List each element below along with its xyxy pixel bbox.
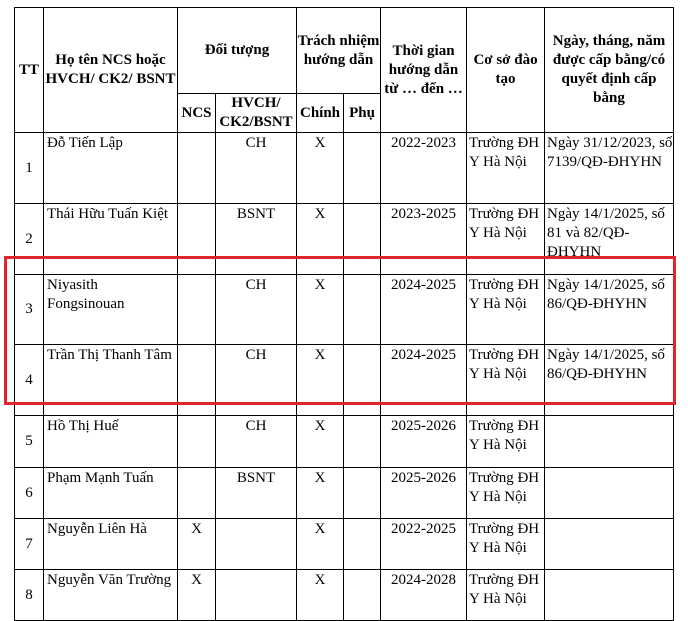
row-chinh: X	[297, 275, 344, 345]
row-date	[545, 416, 674, 468]
row-school: Trường ĐH Y Hà Nội	[467, 133, 545, 204]
row-ncs	[178, 468, 216, 519]
row-date	[545, 570, 674, 621]
row-date: Ngày 14/1/2025, số 81 và 82/QĐ-ĐHYHN	[545, 204, 674, 275]
row-name: Nguyễn Liên Hà	[44, 519, 178, 570]
row-chinh: X	[297, 468, 344, 519]
row-hvch: CH	[216, 133, 297, 204]
row-phu	[344, 519, 381, 570]
header-doi-tuong: Đối tượng	[178, 8, 297, 94]
table-row	[15, 519, 674, 570]
row-school: Trường ĐH Y Hà Nội	[467, 345, 545, 416]
table-row	[15, 570, 674, 621]
row-date: Ngày 14/1/2025, số 86/QĐ-ĐHYHN	[545, 275, 674, 345]
row-phu	[344, 570, 381, 621]
header-name: Họ tên NCS hoặc HVCH/ CK2/ BSNT	[44, 8, 178, 133]
row-ncs: X	[178, 570, 216, 621]
header-trach-nhiem: Trách nhiệm hướng dẫn	[297, 8, 381, 94]
row-tt: 5	[15, 416, 44, 468]
row-phu	[344, 468, 381, 519]
row-phu	[344, 133, 381, 204]
row-name: Trần Thị Thanh Tâm	[44, 345, 178, 416]
row-time: 2024-2025	[381, 275, 467, 345]
table-row	[15, 275, 674, 345]
row-name: Phạm Mạnh Tuấn	[44, 468, 178, 519]
row-hvch: BSNT	[216, 204, 297, 275]
row-school: Trường ĐH Y Hà Nội	[467, 519, 545, 570]
row-ncs	[178, 416, 216, 468]
row-tt: 4	[15, 345, 44, 416]
row-phu	[344, 345, 381, 416]
row-hvch: CH	[216, 416, 297, 468]
row-chinh: X	[297, 204, 344, 275]
row-name: Niyasith Fongsinouan	[44, 275, 178, 345]
row-phu	[344, 204, 381, 275]
row-school: Trường ĐH Y Hà Nội	[467, 570, 545, 621]
row-date	[545, 468, 674, 519]
row-ncs: X	[178, 519, 216, 570]
row-school: Trường ĐH Y Hà Nội	[467, 468, 545, 519]
row-date: Ngày 14/1/2025, số 86/QĐ-ĐHYHN	[545, 345, 674, 416]
table-row	[15, 204, 674, 275]
header-hvch: HVCH/ CK2/BSNT	[216, 94, 297, 133]
row-tt: 2	[15, 204, 44, 275]
row-name: Nguyễn Văn Trường	[44, 570, 178, 621]
supervision-table	[14, 7, 674, 621]
row-school: Trường ĐH Y Hà Nội	[467, 416, 545, 468]
row-ncs	[178, 133, 216, 204]
row-chinh: X	[297, 345, 344, 416]
row-tt: 8	[15, 570, 44, 621]
header-ngay-cap: Ngày, tháng, năm được cấp bằng/có quyết định cấp bằng	[545, 8, 674, 133]
row-name: Thái Hữu Tuấn Kiệt	[44, 204, 178, 275]
row-phu	[344, 275, 381, 345]
row-time: 2022-2023	[381, 133, 467, 204]
row-chinh: X	[297, 416, 344, 468]
row-chinh: X	[297, 133, 344, 204]
row-hvch	[216, 570, 297, 621]
row-chinh: X	[297, 570, 344, 621]
row-time: 2022-2025	[381, 519, 467, 570]
row-tt: 7	[15, 519, 44, 570]
table-row	[15, 133, 674, 204]
header-chinh: Chính	[297, 94, 344, 133]
header-co-so: Cơ sở đào tạo	[467, 8, 545, 133]
row-phu	[344, 416, 381, 468]
row-time: 2023-2025	[381, 204, 467, 275]
row-hvch	[216, 519, 297, 570]
header-ncs: NCS	[178, 94, 216, 133]
row-tt: 1	[15, 133, 44, 204]
row-ncs	[178, 204, 216, 275]
header-phu: Phụ	[344, 94, 381, 133]
row-school: Trường ĐH Y Hà Nội	[467, 204, 545, 275]
row-name: Hồ Thị Huế	[44, 416, 178, 468]
row-hvch: CH	[216, 345, 297, 416]
row-time: 2025-2026	[381, 416, 467, 468]
row-ncs	[178, 345, 216, 416]
row-hvch: BSNT	[216, 468, 297, 519]
row-tt: 6	[15, 468, 44, 519]
table-row	[15, 345, 674, 416]
row-ncs	[178, 275, 216, 345]
row-time: 2024-2028	[381, 570, 467, 621]
row-date	[545, 519, 674, 570]
row-date: Ngày 31/12/2023, số 7139/QĐ-ĐHYHN	[545, 133, 674, 204]
row-school: Trường ĐH Y Hà Nội	[467, 275, 545, 345]
header-thoi-gian: Thời gian hướng dẫn từ … đến …	[381, 8, 467, 133]
row-tt: 3	[15, 275, 44, 345]
row-name: Đỗ Tiến Lập	[44, 133, 178, 204]
row-time: 2024-2025	[381, 345, 467, 416]
table-row	[15, 468, 674, 519]
row-chinh: X	[297, 519, 344, 570]
row-hvch: CH	[216, 275, 297, 345]
row-time: 2025-2026	[381, 468, 467, 519]
header-tt: TT	[15, 8, 44, 133]
table-row	[15, 416, 674, 468]
